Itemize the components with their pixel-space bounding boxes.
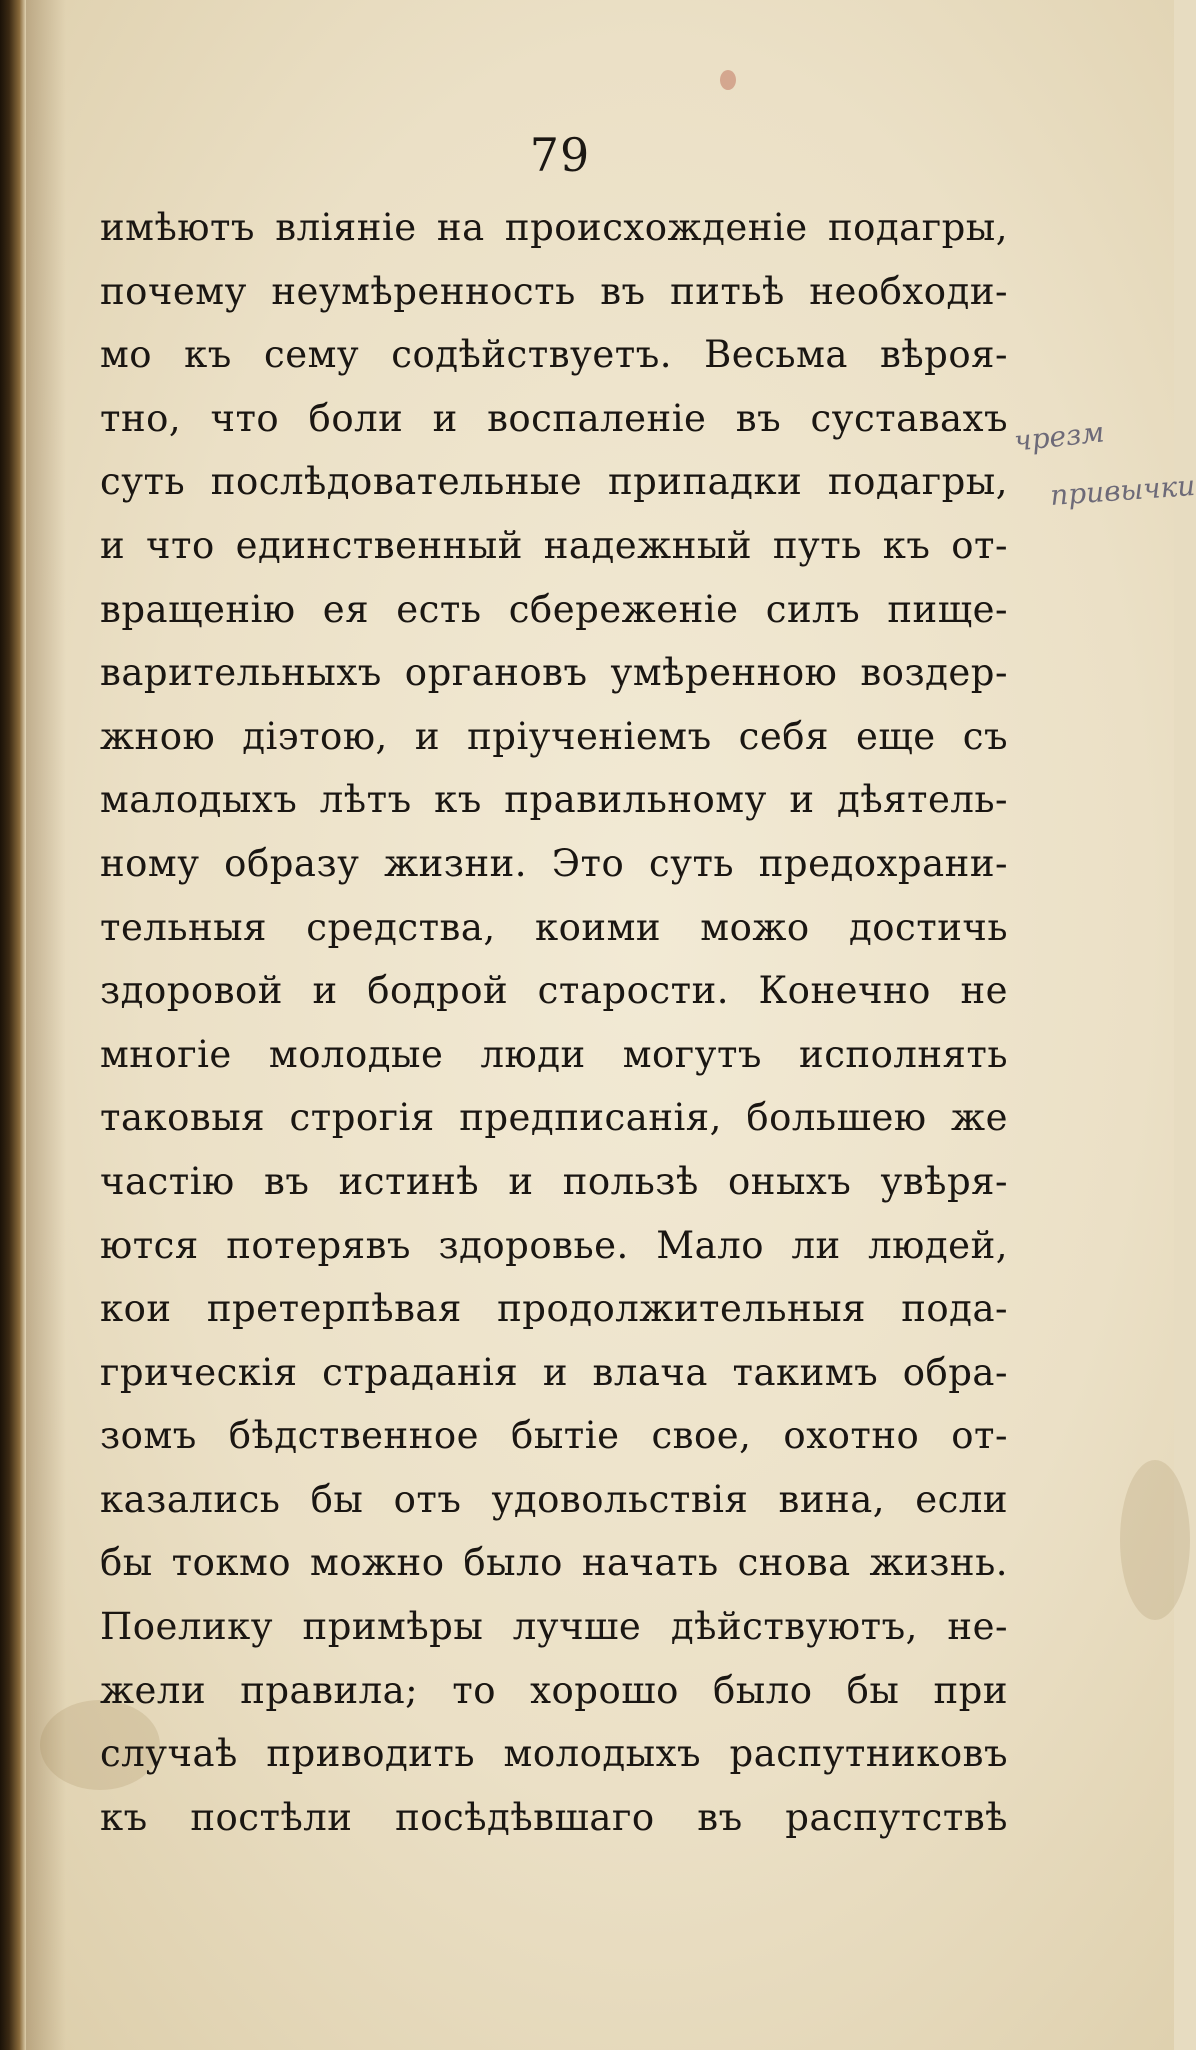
- page-number: 79: [529, 128, 591, 182]
- text-line: тно, что боли и воспаленіе въ суставахъ: [100, 396, 1008, 440]
- text-line: варительныхъ органовъ умѣренною воздер-: [100, 651, 1008, 695]
- text-line: грическія страданія и влача такимъ обра-: [100, 1350, 1008, 1394]
- text-line: имѣютъ вліяніе на происхожденіе подагры,: [100, 206, 1008, 249]
- text-line: здоровой и бодрой старости. Конечно не: [100, 969, 1008, 1013]
- text-line: Поелику примѣры лучше дѣйствуютъ, не-: [100, 1605, 1008, 1649]
- book-binding-edge: [0, 0, 26, 2050]
- text-line: тельныя средства, коими можо достичь: [100, 905, 1008, 949]
- text-line: малодыхъ лѣтъ къ правильному и дѣятель-: [100, 778, 1008, 822]
- ink-spot: [720, 70, 736, 90]
- text-line: ются потерявъ здоровье. Мало ли людей,: [100, 1223, 1008, 1267]
- text-line: частію въ истинѣ и пользѣ оныхъ увѣря-: [100, 1159, 1008, 1203]
- text-line: вращенію ея есть сбереженіе силъ пище-: [100, 587, 1008, 631]
- text-line: суть послѣдовательные припадки подагры,: [100, 460, 1008, 504]
- text-line: таковыя строгія предписанія, большею же: [100, 1096, 1008, 1140]
- text-line: многіе молодые люди могутъ исполнять: [100, 1032, 1008, 1076]
- text-line: ному образу жизни. Это суть предохрани-: [100, 841, 1008, 885]
- handwritten-margin-note: привычки: [1049, 468, 1196, 513]
- text-line: почему неумѣренность въ питьѣ необходи-: [100, 269, 1008, 313]
- paper-stain: [1120, 1460, 1190, 1620]
- text-line: къ постѣли посѣдѣвшаго въ распутствѣ: [100, 1795, 1008, 1839]
- text-line: и что единственный надежный путь къ от-: [100, 523, 1008, 567]
- text-line: мо къ сему содѣйствуетъ. Весьма вѣроя-: [100, 333, 1008, 377]
- text-line: казались бы отъ удовольствія вина, если: [100, 1477, 1008, 1521]
- text-line: кои претерпѣвая продолжительныя пода-: [100, 1287, 1008, 1331]
- body-text: [100, 196, 1008, 1849]
- text-line: жели правила; то хорошо было бы при: [100, 1668, 1008, 1712]
- text-line: бы токмо можно было начать снова жизнь.: [100, 1541, 1008, 1585]
- text-line: зомъ бѣдственное бытіе свое, охотно от-: [100, 1414, 1008, 1458]
- text-line: жною діэтою, и пріученіемъ себя еще съ: [100, 714, 1008, 758]
- text-line: случаѣ приводить молодыхъ распутниковъ: [100, 1732, 1008, 1776]
- handwritten-margin-note: чрезм: [1012, 415, 1106, 458]
